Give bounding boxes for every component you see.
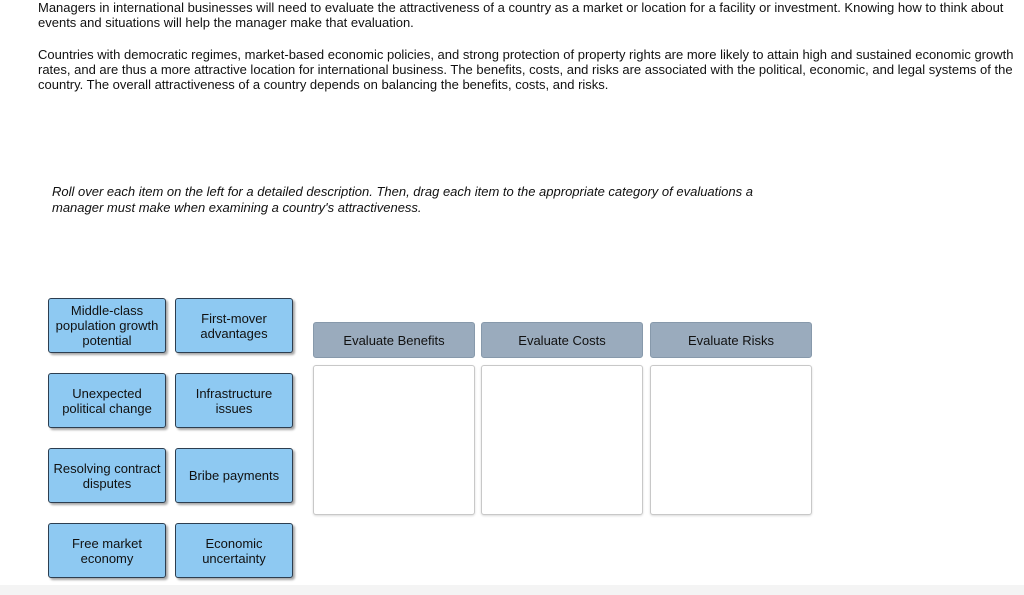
- drag-item-first-mover-advantages[interactable]: First-mover advantages: [175, 298, 293, 353]
- drop-zone-costs[interactable]: [481, 365, 643, 515]
- drag-item-middle-class-growth[interactable]: Middle-class population growth potential: [48, 298, 166, 353]
- drag-item-free-market-economy[interactable]: Free market economy: [48, 523, 166, 578]
- intro-paragraph-2: Countries with democratic regimes, market-based economic policies, and strong protection of property rights are more likely to attain high and sustained economic growth rates, and are thus a more attractive location for international business. The benefits, costs, and risks are associated with the political, economic, and legal systems of the country. The overall attractiveness of a country depends on balancing the benefits, costs, and risks.: [38, 47, 1014, 92]
- intro-paragraph-1: Managers in international businesses will need to evaluate the attractiveness of a country as a market or location for a facility or investment. Knowing how to think about events and situations will help the manager make that evaluation.: [38, 0, 1004, 30]
- bottom-strip: [0, 585, 1024, 595]
- instructions-text: Roll over each item on the left for a detailed description. Then, drag each item to the appropriate category of evaluations a manager must make when examining a country's attractiveness.: [52, 184, 753, 215]
- category-header-risks: Evaluate Risks: [650, 322, 812, 358]
- drag-item-resolving-contract-disputes[interactable]: Resolving contract disputes: [48, 448, 166, 503]
- drag-item-infrastructure-issues[interactable]: Infrastructure issues: [175, 373, 293, 428]
- category-header-benefits: Evaluate Benefits: [313, 322, 475, 358]
- drag-item-bribe-payments[interactable]: Bribe payments: [175, 448, 293, 503]
- drag-item-unexpected-political-change[interactable]: Unexpected political change: [48, 373, 166, 428]
- drop-zone-risks[interactable]: [650, 365, 812, 515]
- drop-zone-benefits[interactable]: [313, 365, 475, 515]
- drag-item-economic-uncertainty[interactable]: Economic uncertainty: [175, 523, 293, 578]
- category-header-costs: Evaluate Costs: [481, 322, 643, 358]
